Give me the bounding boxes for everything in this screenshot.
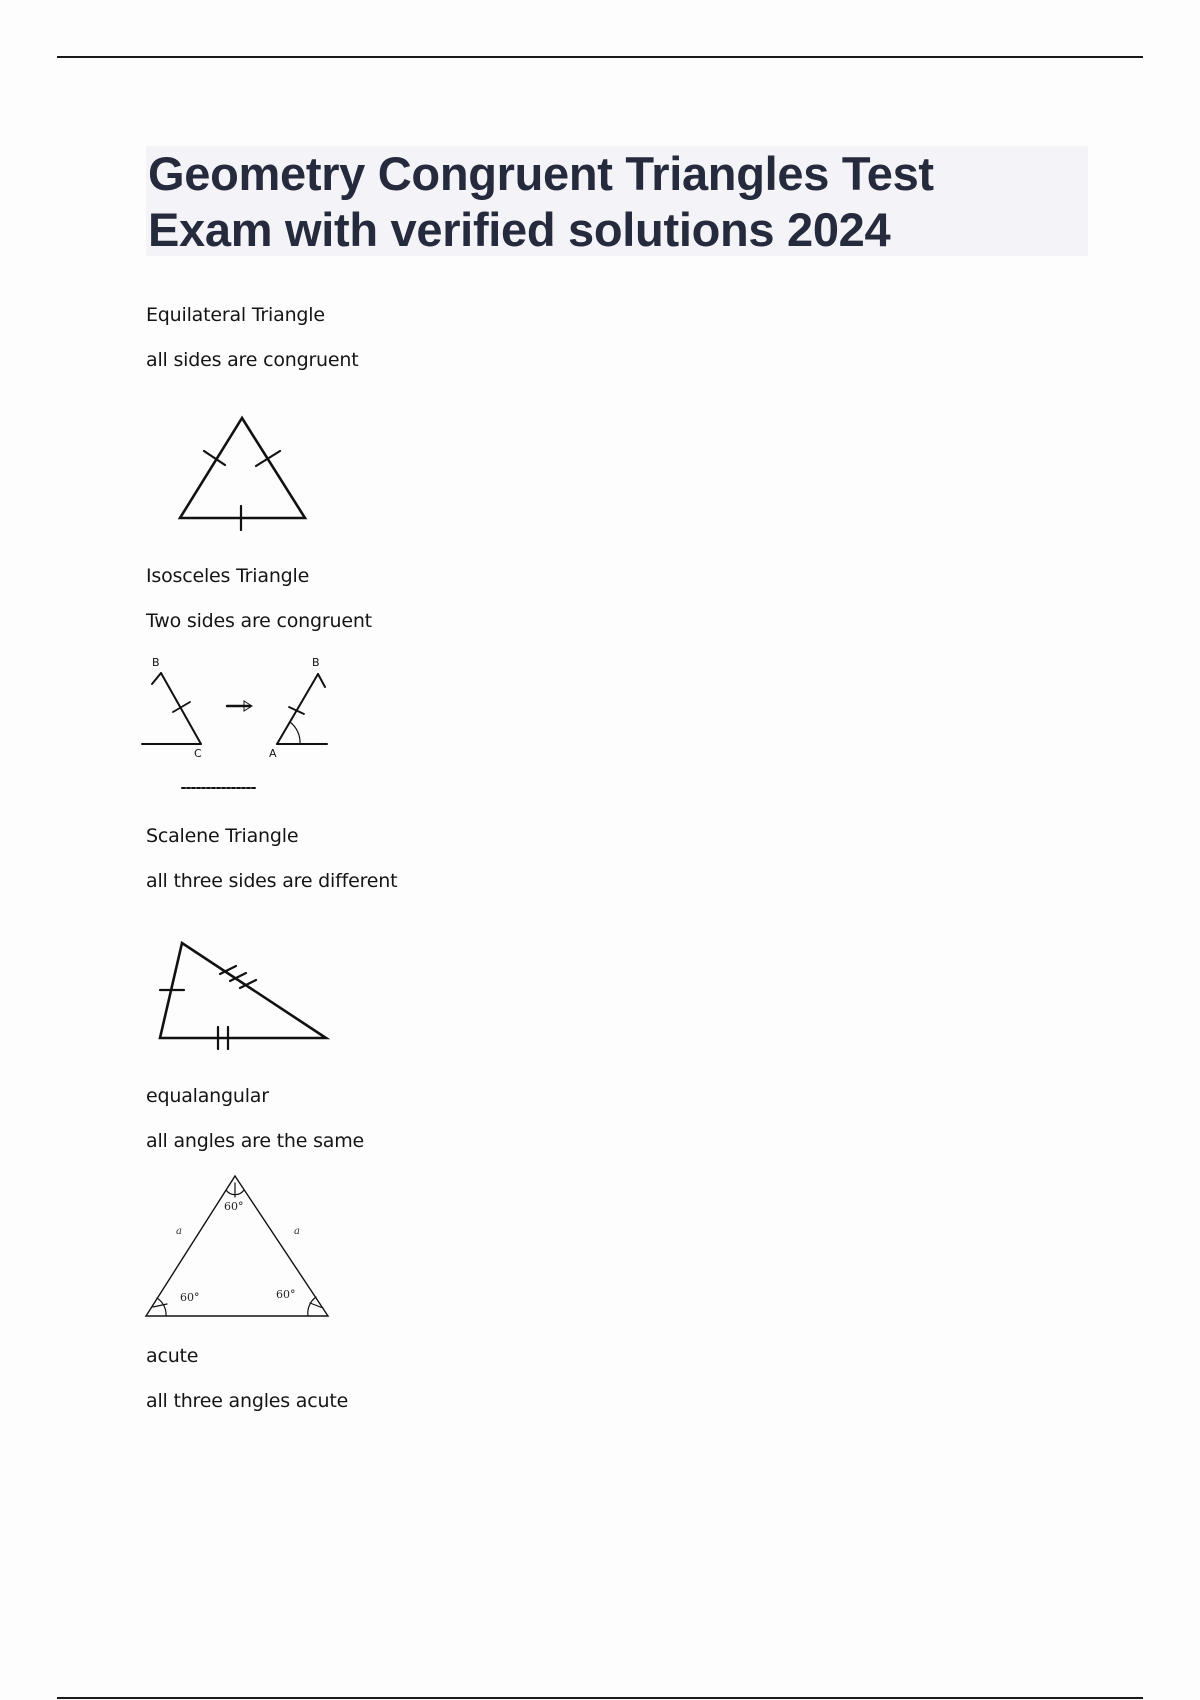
label-c: C bbox=[194, 747, 202, 760]
side-label-right: a bbox=[294, 1226, 300, 1237]
definition-equalangular: all angles are the same bbox=[146, 1130, 365, 1152]
term-equalangular: equalangular bbox=[146, 1085, 269, 1107]
angle-label-right: 60° bbox=[276, 1288, 296, 1301]
label-a: A bbox=[269, 747, 277, 760]
right-small-side bbox=[318, 674, 325, 687]
angle-label-top: 60° bbox=[224, 1200, 244, 1213]
title-line-1: Geometry Congruent Triangles Test bbox=[148, 147, 934, 200]
header-rule bbox=[57, 56, 1143, 58]
right-triangle-side bbox=[277, 674, 318, 744]
definition-scalene: all three sides are different bbox=[146, 870, 398, 892]
equilateral-triangle-figure bbox=[170, 410, 320, 535]
definition-isosceles: Two sides are congruent bbox=[146, 610, 372, 632]
term-isosceles: Isosceles Triangle bbox=[146, 565, 310, 587]
left-small-side bbox=[152, 673, 161, 684]
angle-arc-left bbox=[157, 1298, 166, 1316]
equiangular-triangle-figure bbox=[140, 1170, 340, 1320]
label-b-left: B bbox=[152, 656, 160, 669]
title-block bbox=[146, 146, 1088, 256]
left-triangle-sides bbox=[161, 673, 201, 744]
scalene-triangle-figure bbox=[152, 935, 337, 1055]
title-line-2: Exam with verified solutions 2024 bbox=[148, 203, 891, 256]
isosceles-transformation-figure bbox=[144, 652, 344, 792]
triangle-outline bbox=[180, 418, 305, 518]
angle-arc-right bbox=[308, 1297, 316, 1316]
term-equilateral: Equilateral Triangle bbox=[146, 304, 325, 326]
definition-acute: all three angles acute bbox=[146, 1390, 349, 1412]
angle-label-left: 60° bbox=[180, 1291, 200, 1304]
term-scalene: Scalene Triangle bbox=[146, 825, 299, 847]
label-b-right: B bbox=[312, 656, 320, 669]
side-label-left: a bbox=[176, 1226, 182, 1237]
triangle-outline bbox=[146, 1176, 328, 1316]
term-acute: acute bbox=[146, 1345, 199, 1367]
page-title bbox=[146, 146, 1088, 258]
right-tick-mark bbox=[289, 707, 304, 714]
definition-equilateral: all sides are congruent bbox=[146, 349, 359, 371]
tick-mark-right bbox=[256, 451, 280, 466]
footer-rule bbox=[57, 1697, 1143, 1699]
